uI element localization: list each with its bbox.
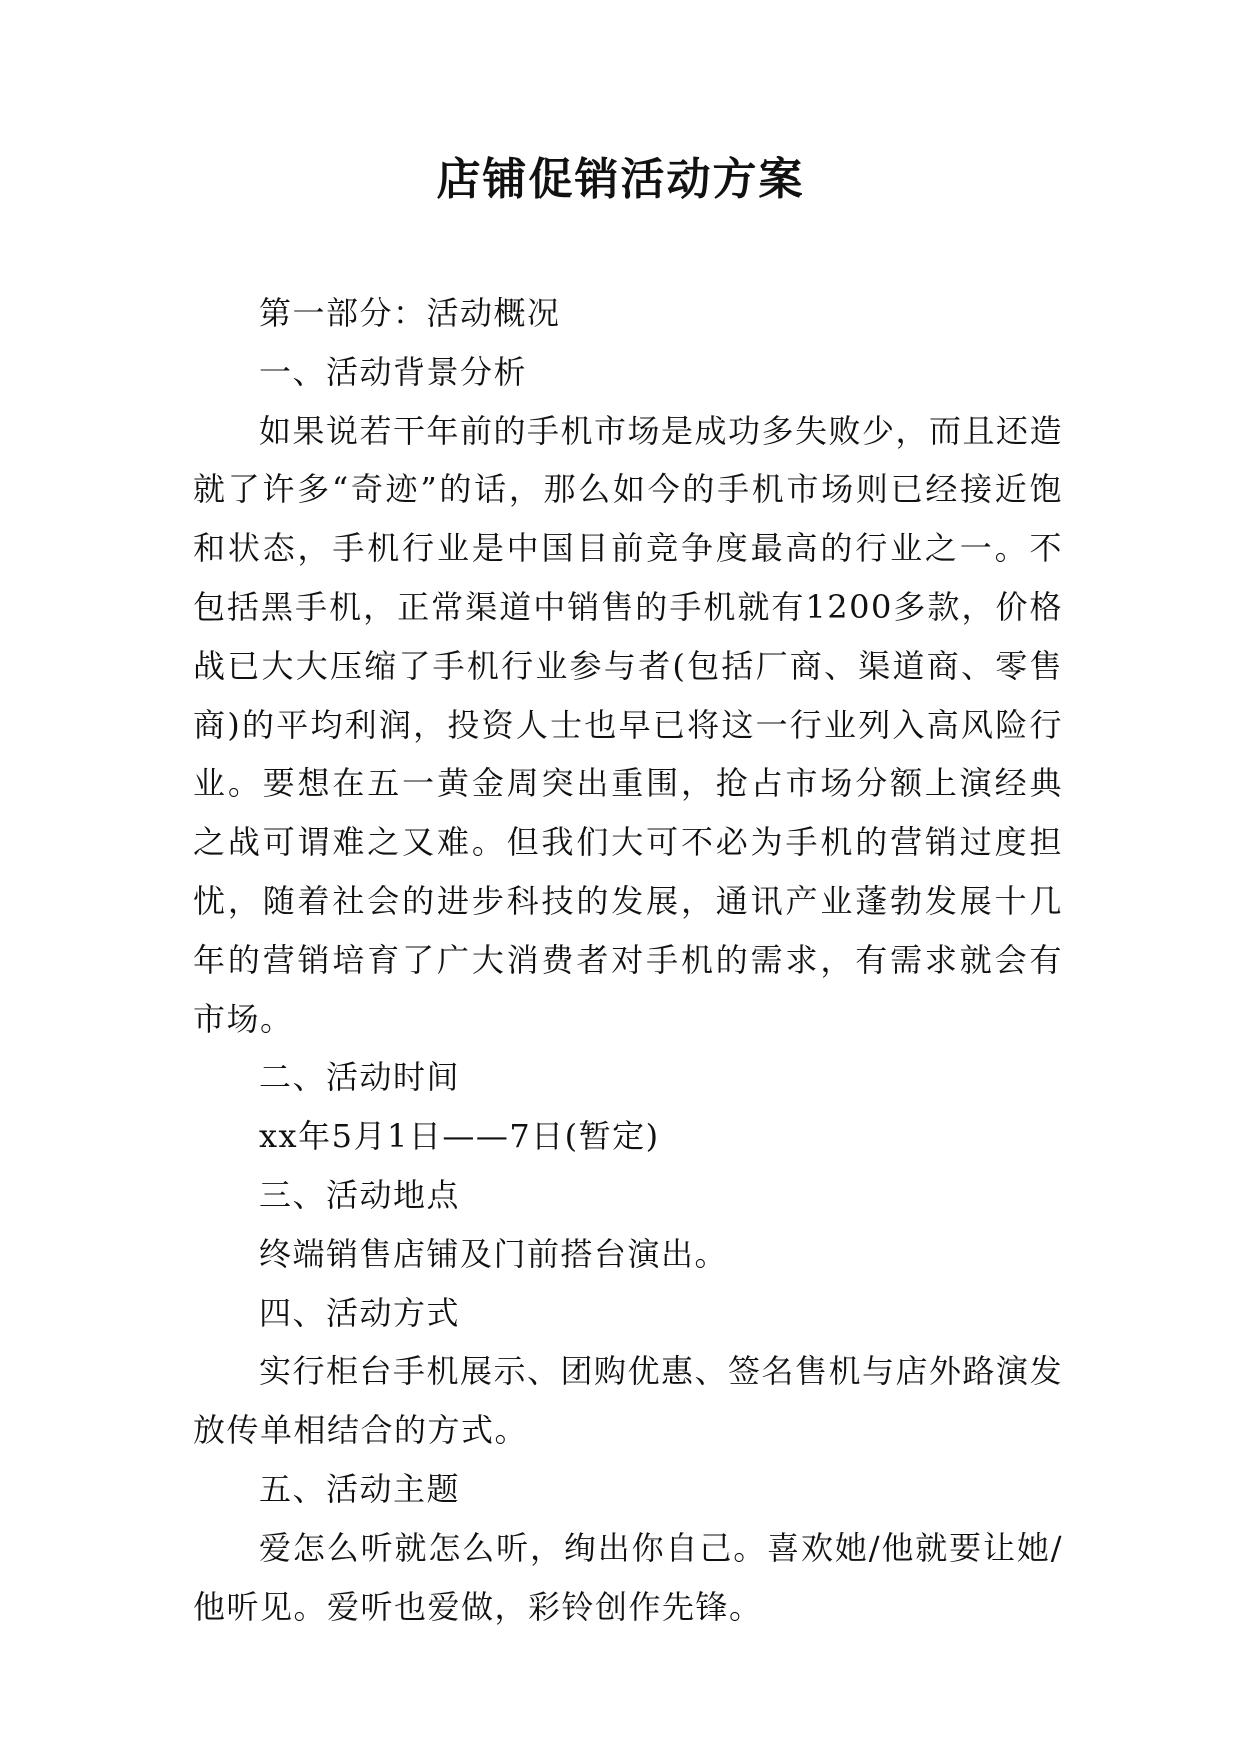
section-heading-method: 四、活动方式 [259,1293,461,1332]
paragraph-location: 终端销售店铺及门前搭台演出。 [259,1234,729,1273]
section-heading-background: 一、活动背景分析 [259,352,528,391]
section-heading-location: 三、活动地点 [259,1175,461,1214]
document-title: 店铺促销活动方案 [436,154,805,205]
section-heading-theme: 五、活动主题 [259,1469,461,1508]
paragraph-time: xx年5月1日——7日(暂定) [259,1117,660,1156]
section-heading-time: 二、活动时间 [259,1058,461,1097]
paragraph-background: 如果说若干年前的手机市场是成功多失败少，而且还造就了许多“奇迹”的话，那么如今的手机市场则已经接近饱和状态，手机行业是中国目前竞争度最高的行业之一。不包括黑手机，正常渠道中销售的手机就有1200多款，价格战已大大压缩了手机行业参与者(包括厂商、渠道商、零售商)的平均利润，投资人士也早已将这一行业列入高风险行业。要想在五一黄金周突出重围，抢占市场分额上演经典之战可谓难之又难。但我们大可不必为手机的营销过度担忧，随着社会的进步科技的发展，通讯产业蓬勃发展十几年的营销培育了广大消费者对手机的需求，有需求就会有市场。 [193,411,1064,1038]
paragraph-theme: 爱怎么听就怎么听，绚出你自己。喜欢她/他就要让她/他听见。爱听也爱做，彩铃创作先锋。 [193,1528,1063,1626]
paragraph-method: 实行柜台手机展示、团购优惠、签名售机与店外路演发放传单相结合的方式。 [193,1352,1064,1450]
part-heading: 第一部分：活动概况 [259,294,561,332]
document-body [193,284,1063,1636]
